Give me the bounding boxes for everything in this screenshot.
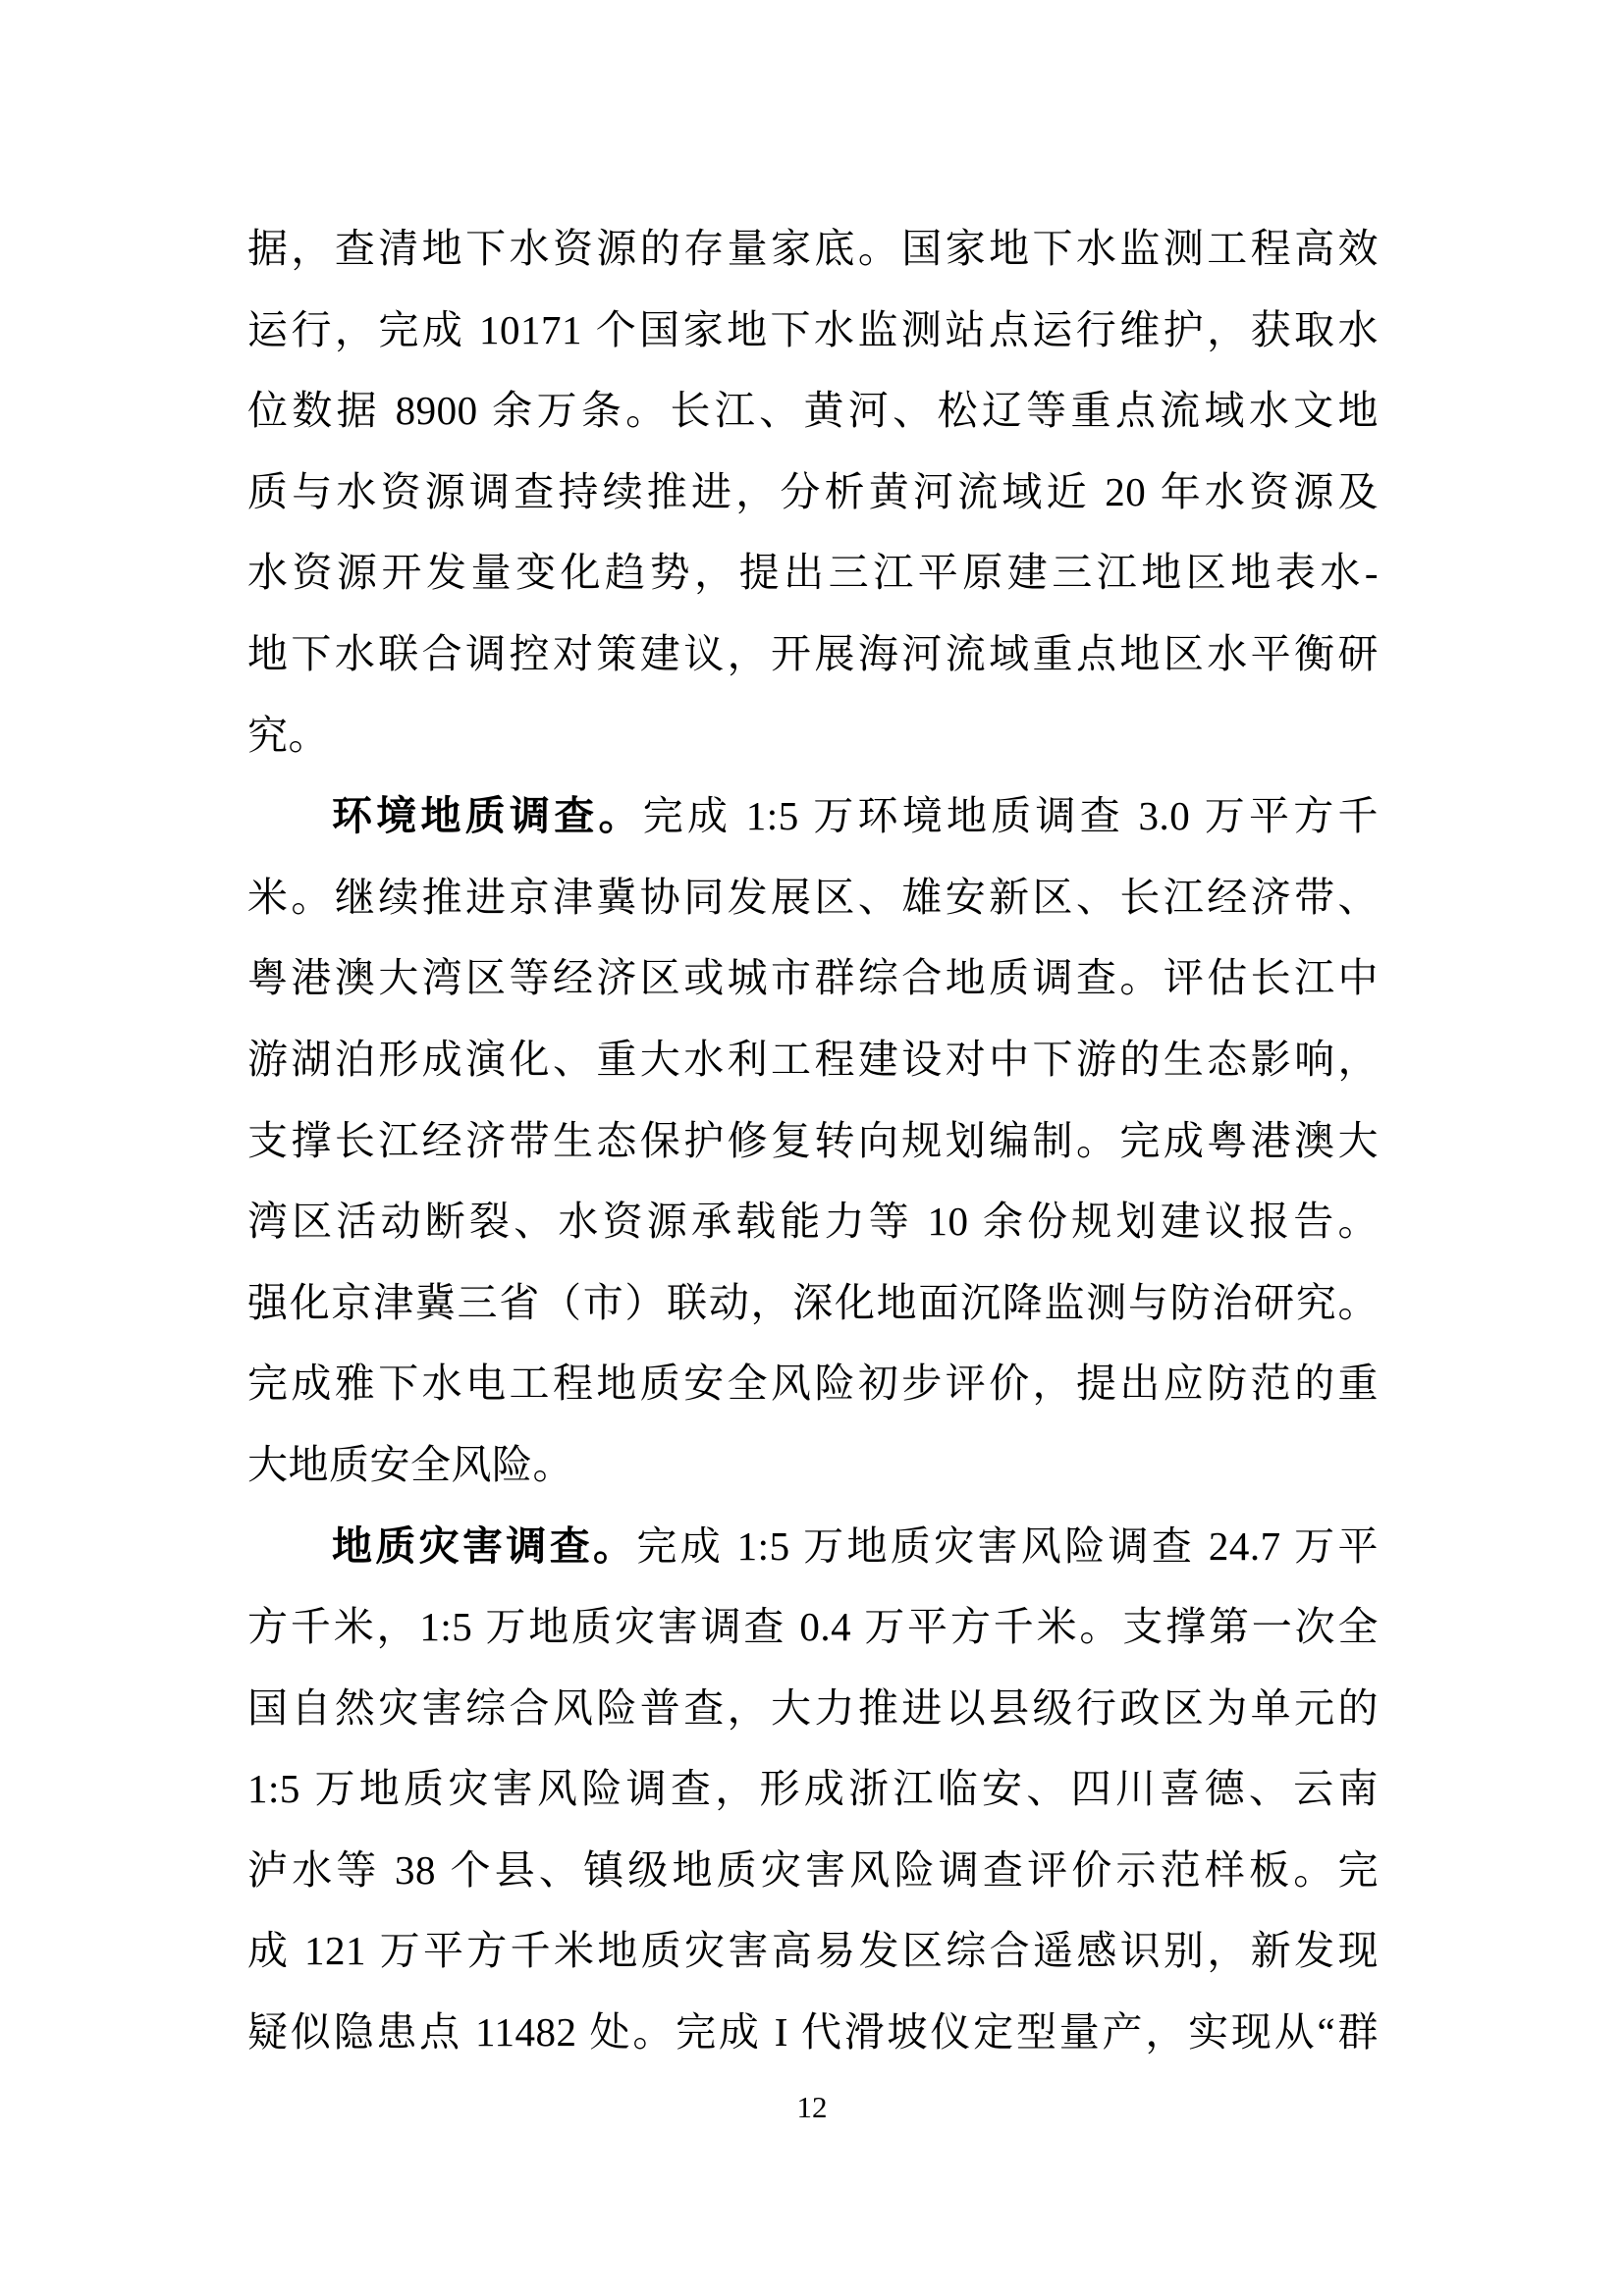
line-text: 完成 1:5 万环境地质调查 3.0 万平方千 (642, 793, 1379, 839)
text-line (247, 695, 1379, 776)
text-line (247, 370, 1379, 452)
page-number: 12 (796, 2090, 828, 2124)
line-text: 运行，完成 10171 个国家地下水监测站点运行维护，获取水 (247, 306, 1379, 352)
line-text: 1:5 万地质灾害风险调查，形成浙江临安、四川喜德、云南 (247, 1766, 1379, 1812)
line-text: 泸水等 38 个县、镇级地质灾害风险调查评价示范样板。完 (247, 1846, 1379, 1893)
line-text: 究。 (247, 712, 329, 758)
line-text: 地下水联合调控对策建议，开展海河流域重点地区水平衡研 (247, 630, 1379, 676)
text-line (247, 1910, 1379, 1992)
text-line (247, 775, 1379, 857)
text-line (247, 1668, 1379, 1749)
line-text: 游湖泊形成演化、重大水利工程建设对中下游的生态影响， (247, 1036, 1379, 1082)
line-text: 完成 1:5 万地质灾害风险调查 24.7 万平 (636, 1522, 1379, 1569)
run-in-heading-geohazard-survey: 地质灾害调查。 (332, 1522, 637, 1569)
line-text: 支撑长江经济带生态保护修复转向规划编制。完成粤港澳大 (247, 1117, 1379, 1163)
text-line (247, 1748, 1379, 1830)
text-line (247, 937, 1379, 1019)
line-text: 水资源开发量变化趋势，提出三江平原建三江地区地表水- (247, 550, 1379, 596)
run-in-heading-environmental-geology: 环境地质调查。 (332, 793, 643, 839)
line-text: 方千米，1:5 万地质灾害调查 0.4 万平方千米。支撑第一次全 (247, 1604, 1379, 1650)
line-text: 位数据 8900 余万条。长江、黄河、松辽等重点流域水文地 (247, 388, 1379, 434)
line-text: 据，查清地下水资源的存量家底。国家地下水监测工程高效 (247, 226, 1379, 271)
text-line (247, 1262, 1379, 1344)
text-line (247, 857, 1379, 938)
line-text: 成 121 万平方千米地质灾害高易发区综合遥感识别，新发现 (247, 1928, 1379, 1974)
text-line (247, 208, 1379, 290)
line-text: 米。继续推进京津冀协同发展区、雄安新区、长江经济带、 (247, 874, 1379, 920)
text-line (247, 1181, 1379, 1262)
line-text: 疑似隐患点 11482 处。完成 I 代滑坡仪定型量产，实现从“群 (247, 2009, 1379, 2056)
text-line (247, 1506, 1379, 1587)
line-text: 强化京津冀三省（市）联动，深化地面沉降监测与防治研究。 (247, 1279, 1379, 1325)
text-line (247, 1424, 1379, 1506)
text-line (247, 1019, 1379, 1100)
line-text: 质与水资源调查持续推进，分析黄河流域近 20 年水资源及 (247, 468, 1379, 514)
text-line (247, 614, 1379, 695)
line-text: 粤港澳大湾区等经济区或城市群综合地质调查。评估长江中 (247, 955, 1379, 1001)
page-body-text (247, 208, 1379, 2073)
line-text: 湾区活动断裂、水资源承载能力等 10 余份规划建议报告。 (247, 1199, 1379, 1245)
text-line (247, 290, 1379, 371)
text-line (247, 1830, 1379, 1911)
text-line (247, 452, 1379, 533)
text-line (247, 1992, 1379, 2073)
line-text: 完成雅下水电工程地质安全风险初步评价，提出应防范的重 (247, 1361, 1379, 1407)
text-line (247, 1586, 1379, 1668)
line-text: 大地质安全风险。 (247, 1441, 573, 1487)
text-line (247, 1343, 1379, 1424)
text-line (247, 1100, 1379, 1182)
text-line (247, 532, 1379, 614)
line-text: 国自然灾害综合风险普查，大力推进以县级行政区为单元的 (247, 1684, 1379, 1731)
